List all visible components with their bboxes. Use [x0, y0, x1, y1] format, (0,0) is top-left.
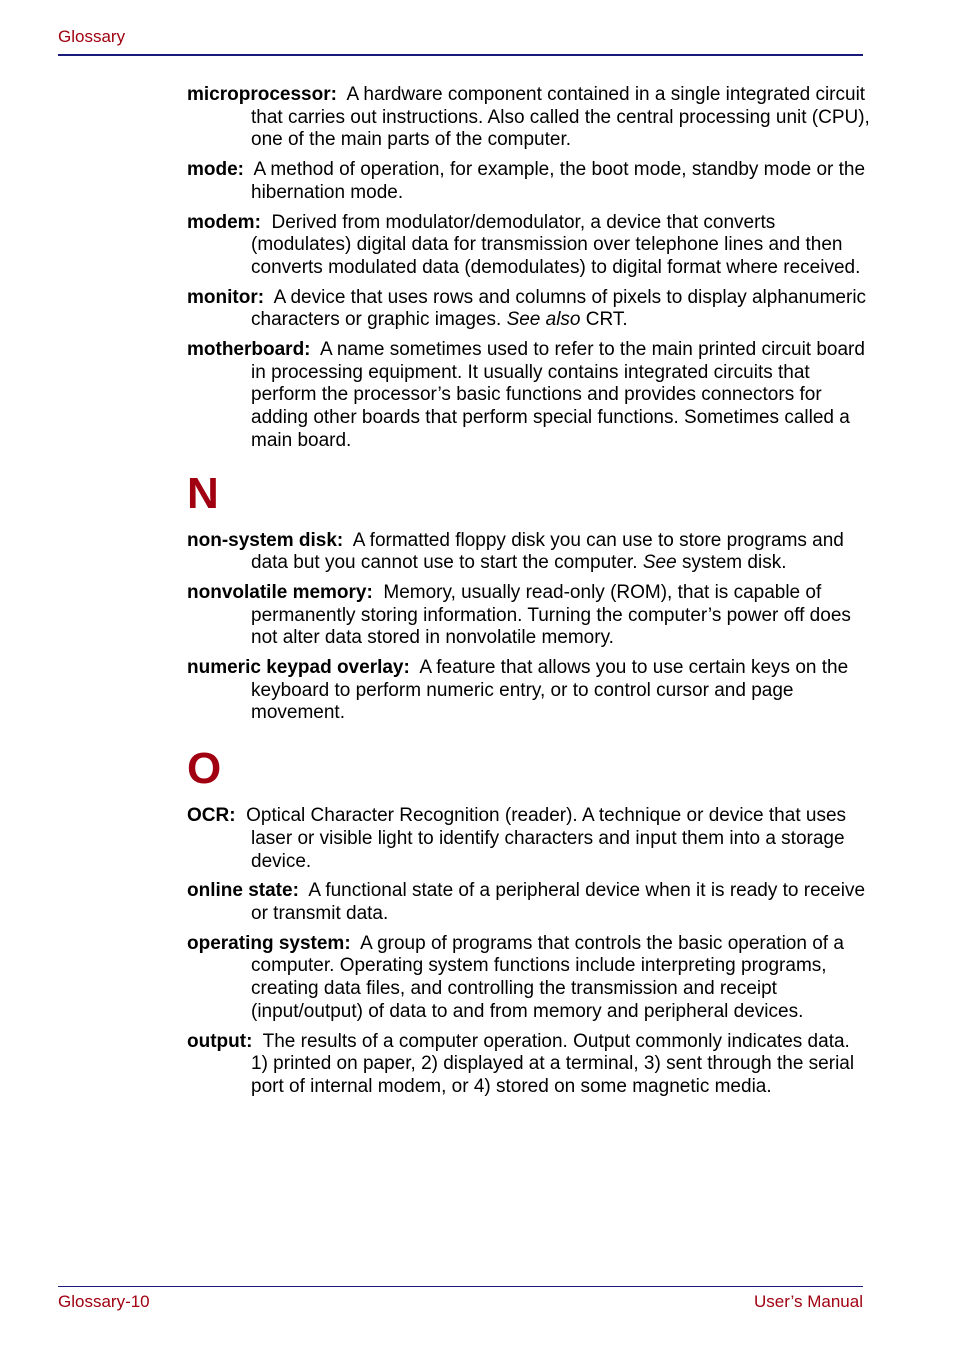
cross-reference: CRT.: [585, 309, 628, 331]
entry-term: motherboard:: [187, 339, 311, 361]
section-heading-o: O: [187, 744, 222, 794]
entry-term: output:: [187, 1030, 253, 1052]
glossary-entry-microprocessor: [187, 84, 877, 152]
glossary-entry-nonvolatile-memory: [187, 582, 877, 650]
entry-term: online state:: [187, 880, 299, 902]
glossary-entry-monitor: [187, 287, 877, 332]
entry-definition: A feature that allows you to use certain keys on the keyboard to perform numeric entry, or to control cursor and page movement.: [251, 657, 849, 724]
running-header: Glossary: [58, 27, 126, 46]
glossary-content: [187, 84, 877, 1106]
glossary-entry-operating-system: [187, 933, 877, 1024]
entry-definition: Optical Character Recognition (reader). A technique or device that uses laser or visible light to identify characters and input them into a storage device.: [246, 805, 847, 872]
entry-definition: A device that uses rows and columns of pixels to display alphanumeric characters or graphic images.: [251, 286, 867, 331]
entry-definition: A formatted floppy disk you can use to store programs and data but you cannot use to start the computer.: [251, 529, 844, 574]
entry-term: microprocessor:: [187, 84, 337, 105]
header-rule: [58, 54, 863, 56]
entry-term: numeric keypad overlay:: [187, 657, 410, 679]
glossary-entry-online-state: [187, 880, 877, 925]
page-number: Glossary-10: [58, 1292, 150, 1311]
entry-definition: The results of a computer operation. Output commonly indicates data.: [262, 1030, 850, 1052]
entry-term: OCR:: [187, 805, 236, 827]
see-also-label: See also: [506, 309, 581, 331]
glossary-entry-non-system-disk: [187, 530, 877, 575]
section-heading-n: N: [187, 468, 219, 518]
footer-rule: [58, 1286, 863, 1287]
cross-reference: system disk.: [681, 552, 787, 574]
entry-term: nonvolatile memory:: [187, 581, 373, 603]
entry-term: non-system disk:: [187, 529, 344, 551]
entry-term: mode:: [187, 159, 244, 181]
glossary-entry-motherboard: [187, 339, 877, 453]
glossary-entry-ocr: [187, 805, 877, 873]
entry-term: monitor:: [187, 286, 265, 308]
glossary-entry-numeric-keypad-overlay: [187, 657, 877, 725]
entry-definition: Memory, usually read-only (ROM), that is capable of permanently storing information. Turning the computer’s power off does not alter data stored in nonvolatile memory.: [251, 581, 851, 649]
see-label: See: [642, 552, 677, 574]
entry-definition: A group of programs that controls the basic operation of a computer. Operating system functions include interpreting programs, creating data files, and controlling the transmission and receipt (input/output) of data to and from memory and peripheral devices.: [251, 932, 844, 1022]
entry-definition: A name sometimes used to refer to the main printed circuit board in processing equipment. It usually contains integrated circuits that perform the processor’s basic functions and provides connectors for adding other boards that perform special functions. Sometimes called a main board.: [251, 339, 865, 451]
glossary-entry-output: [187, 1031, 877, 1099]
entry-definition: A hardware component contained in a single integrated circuit that carries out instructions. Also called the central processing unit (CPU), one of the main parts of the computer.: [251, 84, 870, 151]
entry-definition: A functional state of a peripheral device when it is ready to receive or transmit data.: [251, 880, 866, 924]
entry-definition: Derived from modulator/demodulator, a device that converts (modulates) digital data for transmission over telephone lines and then converts modulated data (demodulates) to digital format where received.: [251, 211, 861, 278]
glossary-entry-mode: [187, 159, 877, 204]
entry-definition: A method of operation, for example, the boot mode, standby mode or the hibernation mode.: [251, 159, 866, 203]
entry-term: operating system:: [187, 932, 351, 954]
entry-term: modem:: [187, 211, 261, 233]
manual-title: User’s Manual: [754, 1292, 863, 1311]
glossary-entry-modem: [187, 212, 877, 280]
entry-definition-continued: 1) printed on paper, 2) displayed at a terminal, 3) sent through the serial port of internal modem, or 4) stored on some magnetic media.: [251, 1053, 855, 1097]
